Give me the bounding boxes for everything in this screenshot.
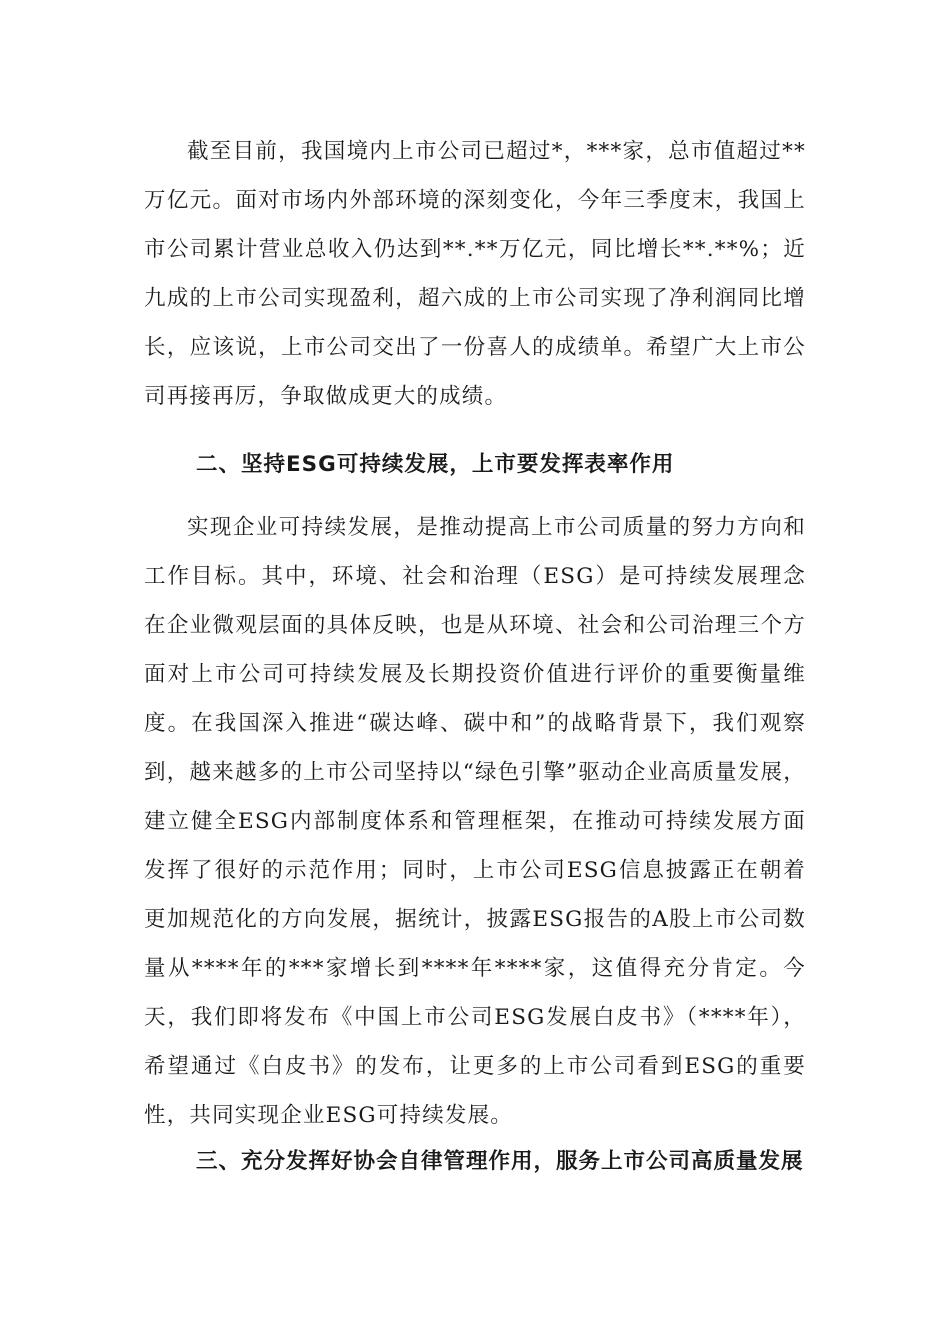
- body-paragraph: 实现企业可持续发展，是推动提高上市公司质量的努力方向和工作目标。其中，环境、社会和治理（ESG）是可持续发展理念在企业微观层面的具体反映，也是从环境、社会和公司治理三个方面对上市公司可持续发展及长期投资价值进行评价的重要衡量维度。在我国深入推进“碳达峰、碳中和”的战略背景下，我们观察到，越来越多的上市公司坚持以“绿色引擎”驱动企业高质量发展，建立健全ESG内部制度体系和管理框架，在推动可持续发展方面发挥了很好的示范作用；同时，上市公司ESG信息披露正在朝着更加规范化的方向发展，据统计，披露ESG报告的A股上市公司数量从****年的***家增长到****年****家，这值得充分肯定。今天，我们即将发布《中国上市公司ESG发展白皮书》（****年），希望通过《白皮书》的发布，让更多的上市公司看到ESG的重要性，共同实现企业ESG可持续发展。: [144, 515, 806, 1128]
- section-heading: 三、充分发挥好协会自律管理作用，服务上市公司高质量发展: [196, 1149, 804, 1174]
- section-heading: 二、坚持ESG可持续发展，上市要发挥表率作用: [196, 452, 675, 477]
- body-paragraph: 截至目前，我国境内上市公司已超过*，***家，总市值超过**万亿元。面对市场内外部环境的深刻变化，今年三季度末，我国上市公司累计营业总收入仍达到**.**万亿元，同比增长**.**%；近九成的上市公司实现盈利，超六成的上市公司实现了净利润同比增长，应该说，上市公司交出了一份喜人的成绩单。希望广大上市公司再接再厉，争取做成更大的成绩。: [144, 139, 806, 409]
